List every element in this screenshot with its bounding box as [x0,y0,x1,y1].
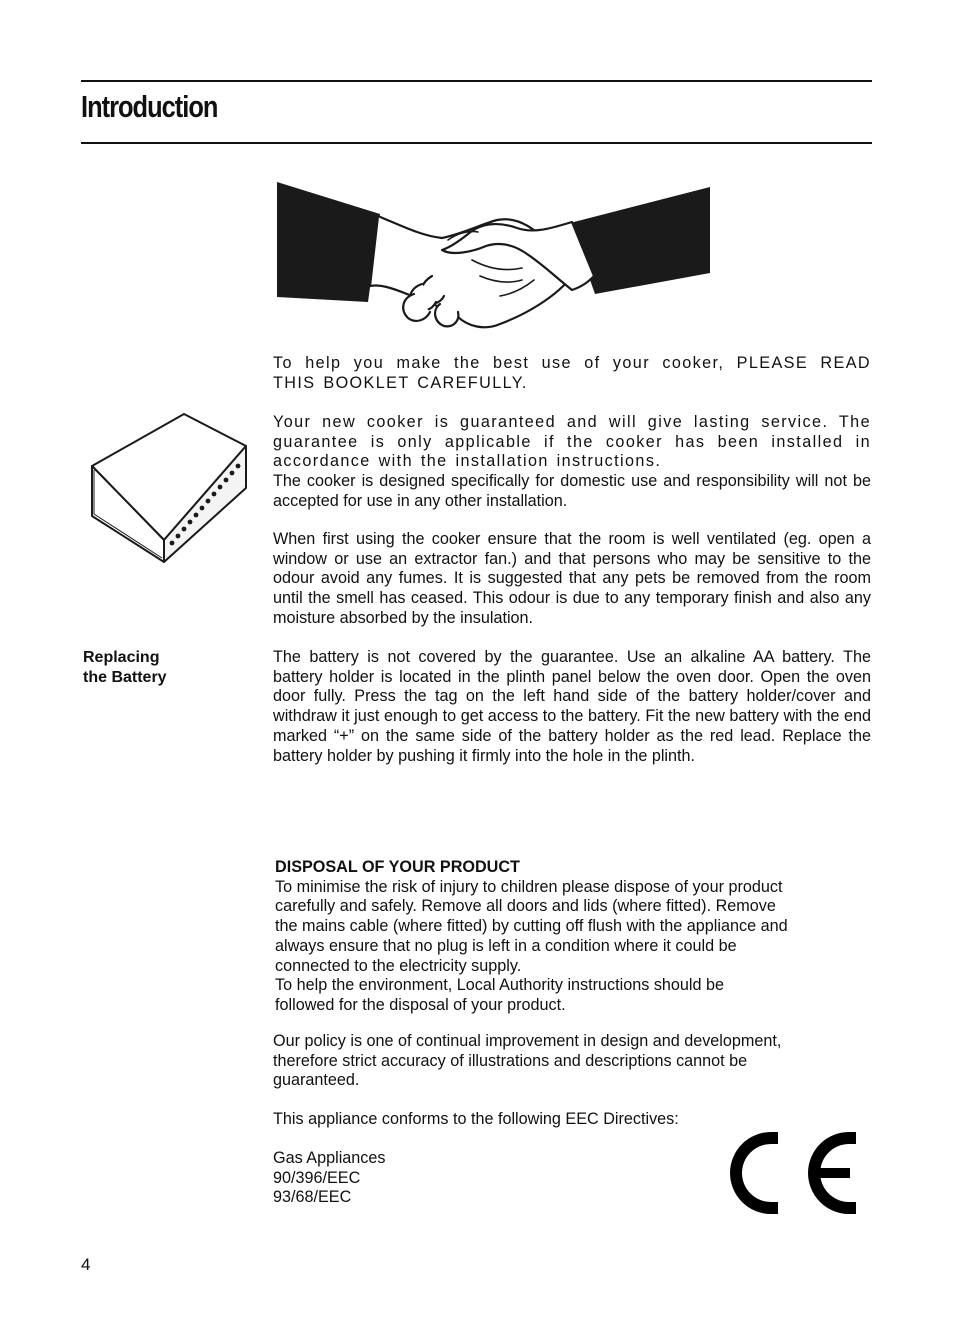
book-icon [86,410,252,566]
disposal-line: To help the environment, Local Authority instructions should be [275,976,725,995]
policy-line: therefore strict accuracy of illustrations and descriptions cannot be [273,1051,748,1070]
directive-item: 90/396/EEC [273,1168,361,1187]
disposal-line: always ensure that no plug is left in a condition where it could be [275,936,737,955]
guarantee-paragraph [273,413,871,512]
domestic-use-text: The cooker is designed specifically for domestic use and responsibility will not be accepted for use in any other installation. [273,472,871,510]
top-rule [81,80,872,82]
ventilation-paragraph: When first using the cooker ensure that the room is well ventilated (eg. open a window or use an extractor fan.) and that persons who may be sensitive to the odour avoid any fumes. It is suggested that any pets be removed from the room until the smell has ceased. This odour is due to any temporary finish and also any moisture absorbed by the insulation. [273,530,871,627]
title-underline-rule [81,142,872,144]
disposal-line: followed for the disposal of your product. [275,995,566,1014]
policy-line: Our policy is one of continual improvement in design and development, [273,1032,782,1050]
battery-paragraph: The battery is not covered by the guarantee. Use an alkaline AA battery. The battery holder is located in the plinth panel below the oven door. Open the oven door fully. Press the tag on the left hand side of the battery holder/cover and withdraw it just enough to get access to the battery. Fit the new battery with the end marked “+” on the same side of the battery holder as the red lead. Replace the battery holder by pushing it firmly into the hole in the plinth. [273,648,871,765]
policy-paragraph [273,1032,871,1091]
policy-line: guaranteed. [273,1071,360,1090]
disposal-line: To minimise the risk of injury to children please dispose of your product [275,877,783,896]
battery-heading-line-2: the Battery [83,669,167,686]
battery-heading-line-1: Replacing [83,649,160,666]
disposal-line: carefully and safely. Remove all doors and lids (where fitted). Remove [275,897,776,916]
page-title: Introduction [81,89,218,124]
disposal-section [275,858,873,1016]
directive-item: Gas Appliances [273,1149,386,1167]
directives-intro: This appliance conforms to the following EEC Directives: [273,1110,679,1128]
disposal-title: DISPOSAL OF YOUR PRODUCT [275,858,520,876]
battery-heading [83,648,203,688]
disposal-line: connected to the electricity supply. [275,956,522,975]
directives-list [273,1149,573,1208]
guarantee-text: Your new cooker is guaranteed and will give lasting service. The guarantee is only applicable if the cooker has been installed in accordance with the installation instructions. [273,413,871,471]
page-number: 4 [81,1255,91,1274]
ce-mark [726,1128,860,1220]
handshake-illustration [272,176,718,338]
intro-paragraph-1: To help you make the best use of your cooker, PLEASE READ THIS BOOKLET CAREFULLY. [273,354,871,392]
disposal-line: the mains cable (where fitted) by cutting off flush with the appliance and [275,917,788,936]
directive-item: 93/68/EEC [273,1188,352,1207]
